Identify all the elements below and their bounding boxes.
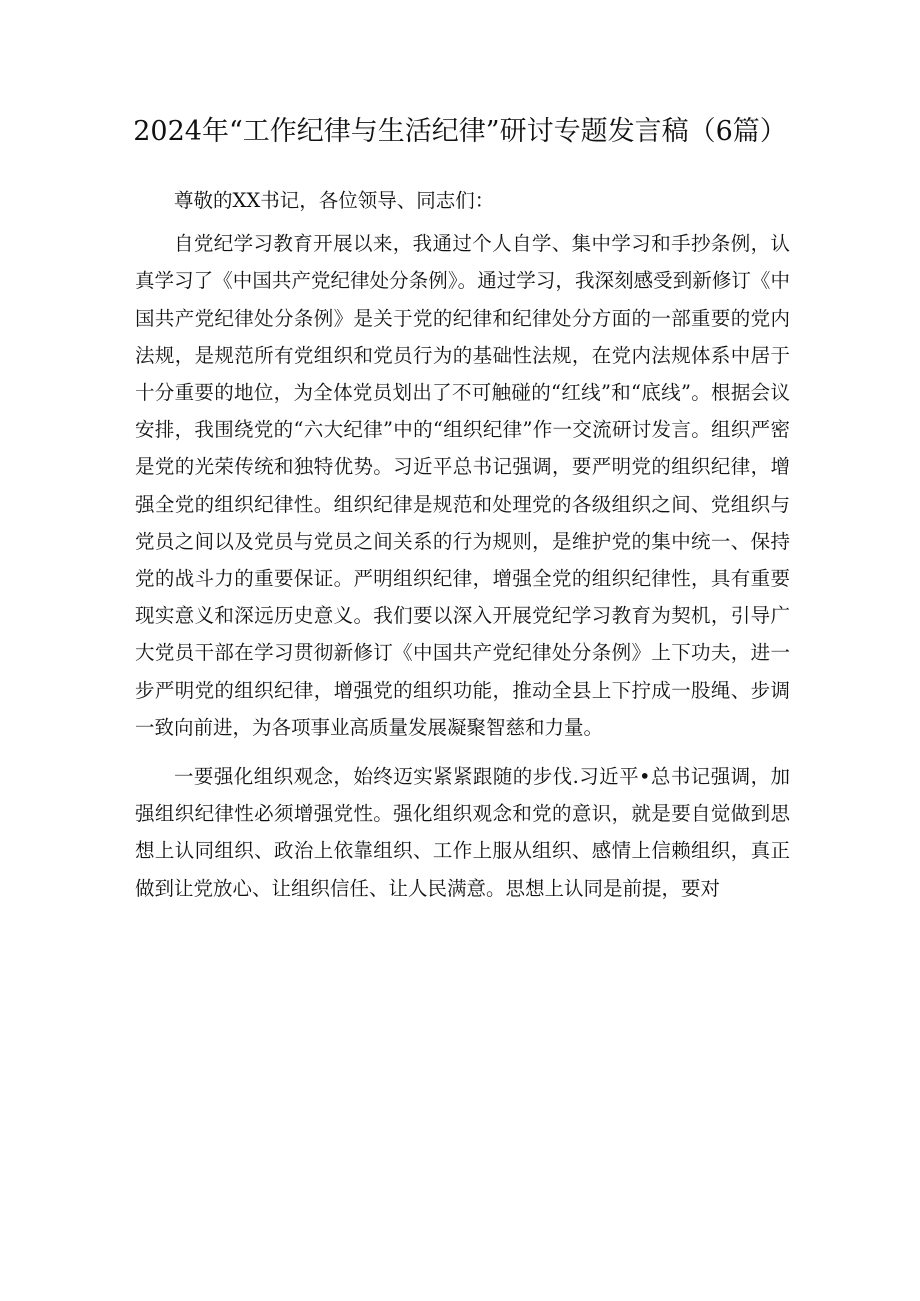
document-body xyxy=(135,182,790,907)
salutation: 尊敬的XX书记，各位领导、同志们： xyxy=(174,189,495,212)
paragraph-1: 自党纪学习教育开展以来，我通过个人自学、集中学习和手抄条例，认真学习了《中国共产党纪律处分条例》。通过学习，我深刻感受到新修订《中国共产党纪律处分条例》是关于党的纪律和纪律处分方面的一部重要的党内法规，是规范所有党组织和党员行为的基础性法规，在党内法规体系中居于十分重要的地位，为全体党员划出了不可触碰的“红线”和“底线”。根据会议安排，我围绕党的“六大纪律”中的“组织纪律”作一交流研讨发言。组织严密是党的光荣传统和独特优势。习近平总书记强调，要严明党的组织纪律，增强全党的组织纪律性。组织纪律是规范和处理党的各级组织之间、党组织与党员之间以及党员与党员之间关系的行为规则，是维护党的集中统一、保持党的战斗力的重要保证。严明组织纪律，增强全党的组织纪律性，具有重要现实意义和深远历史意义。我们要以深入开展党纪学习教育为契机，引导广大党员干部在学习贯彻新修订《中国共产党纪律处分条例》上下功夫，进一步严明党的组织纪律，增强党的组织功能，推动全县上下拧成一股绳、步调一致向前进，为各项事业高质量发展凝聚智慈和力量。 xyxy=(135,232,790,739)
paragraph-2: 一要强化组织观念，始终迈实紧紧跟随的步伐.习近平•总书记强调，加强组织纪律性必须增强党性。强化组织观念和党的意识，就是要自觉做到思想上认同组织、政治上依靠组织、工作上服从组织、感情上信赖组织，真正做到让党放心、让组织信任、让人民满意。思想上认同是前提，要对 xyxy=(135,765,790,900)
document-title: 2024年“工作纪律与生活纪律”研讨专题发言稿（6篇） xyxy=(133,116,787,147)
